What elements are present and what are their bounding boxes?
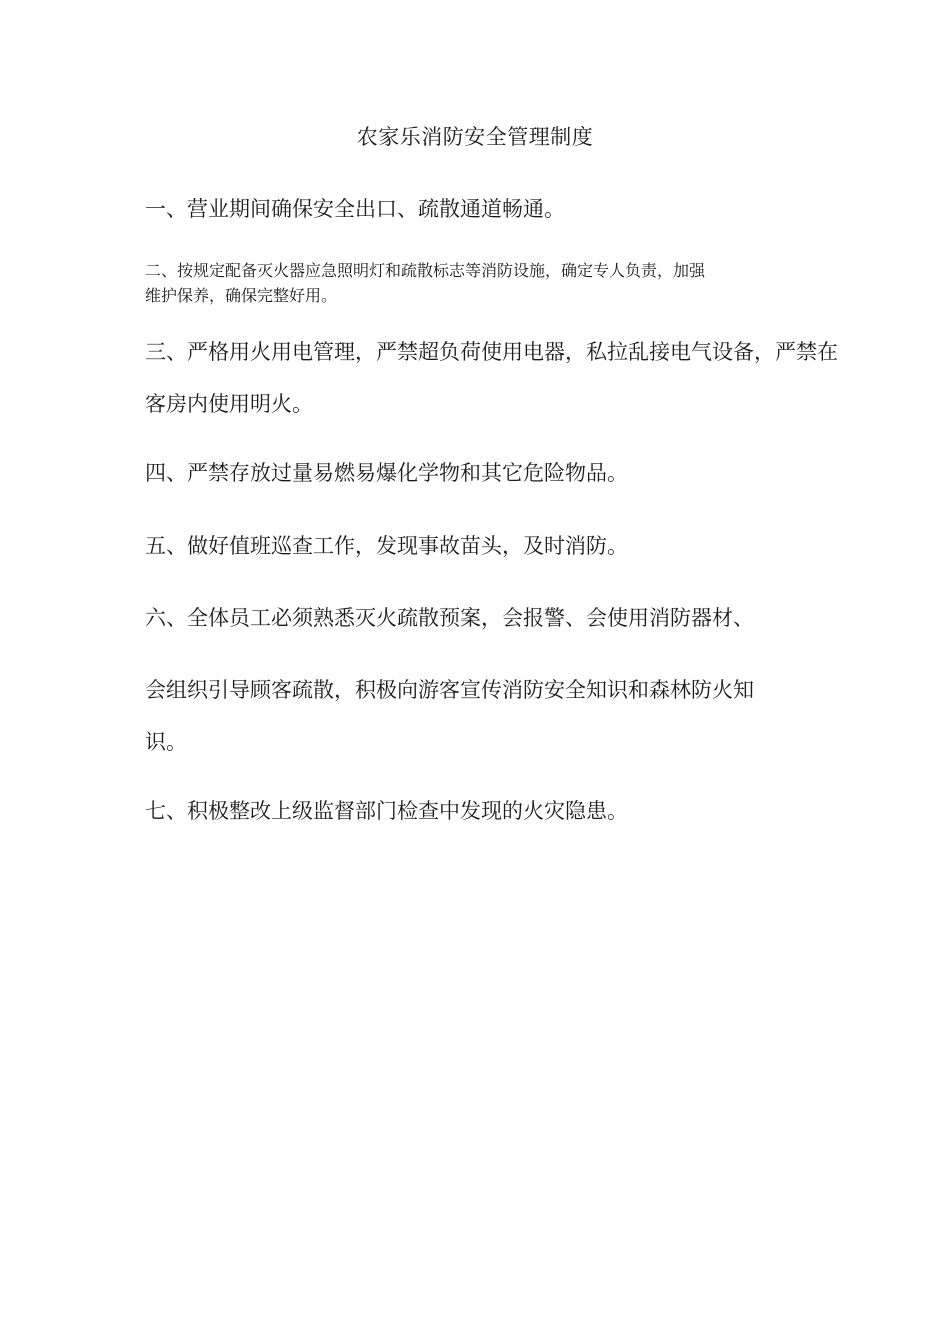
list-item-6 bbox=[145, 603, 815, 753]
list-item-2-line-1: 二、按规定配备灭火器应急照明灯和疏散标志等消防设施，确定专人负责，加强 bbox=[145, 261, 706, 280]
list-item-1 bbox=[145, 194, 815, 224]
list-item-6-line-2: 会组织引导顾客疏散，积极向游客宣传消防安全知识和森林防火知 bbox=[145, 678, 754, 702]
list-item-3 bbox=[145, 337, 838, 427]
list-item-5 bbox=[145, 531, 815, 561]
list-item-5-line-1: 五、做好值班巡查工作，发现事故苗头，及时消防。 bbox=[145, 534, 628, 558]
list-item-4-line-1: 四、严禁存放过量易燃易爆化学物和其它危险物品。 bbox=[145, 461, 628, 485]
list-item-2-line-2: 维护保养，确保完整好用。 bbox=[145, 286, 338, 305]
list-item-7-line-1: 七、积极整改上级监督部门检查中发现的火灾隐患。 bbox=[145, 799, 628, 823]
list-item-7 bbox=[145, 796, 815, 826]
list-item-3-line-1: 三、严格用火用电管理，严禁超负荷使用电器，私拉乱接电气设备，严禁在 bbox=[145, 340, 838, 364]
list-item-6-line-1: 六、全体员工必须熟悉灭火疏散预案，会报警、会使用消防器材、 bbox=[145, 606, 754, 630]
list-item-1-line-1: 一、营业期间确保安全出口、疏散通道畅通。 bbox=[145, 197, 565, 221]
list-item-6-line-3: 识。 bbox=[145, 730, 187, 754]
document-title: 农家乐消防安全管理制度 bbox=[356, 125, 594, 149]
list-item-3-line-2: 客房内使用明火。 bbox=[145, 392, 313, 416]
list-item-4 bbox=[145, 458, 815, 488]
list-item-2 bbox=[145, 259, 815, 309]
